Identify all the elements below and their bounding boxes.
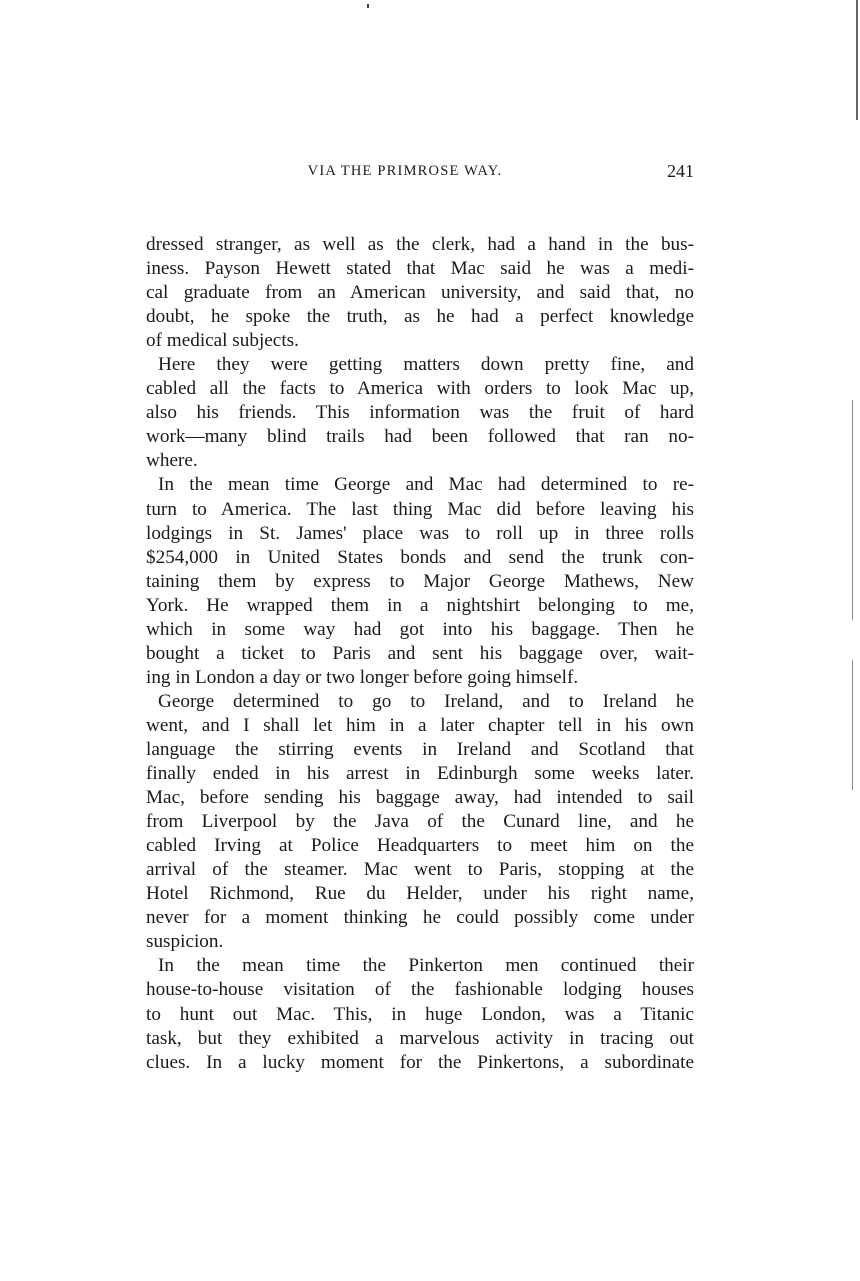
- text-line: language the stirring events in Ireland and Scotland that: [146, 738, 694, 760]
- text-line: In the mean time George and Mac had determined to re-: [158, 474, 694, 496]
- text-line: suspicion.: [146, 931, 224, 953]
- running-title: VIA THE PRIMROSE WAY.: [307, 163, 503, 179]
- text-line: turn to America. The last thing Mac did before leaving his: [146, 498, 694, 520]
- text-line: also his friends. This information was the fruit of hard: [146, 402, 694, 424]
- text-line: clues. In a lucky moment for the Pinkertons, a subordinate: [146, 1051, 694, 1073]
- paragraph: [146, 233, 694, 353]
- text-line: house-to-house visitation of the fashionable lodging houses: [146, 979, 694, 1001]
- page-number: 241: [667, 161, 694, 181]
- text-line: cal graduate from an American university, and said that, no: [146, 282, 694, 304]
- text-line: of medical subjects.: [146, 330, 299, 352]
- scan-edge-mark: [856, 0, 858, 120]
- text-line: dressed stranger, as well as the clerk, had a hand in the bus-: [146, 234, 694, 255]
- scan-speck: [367, 4, 369, 8]
- text-line: In the mean time the Pinkerton men continued their: [158, 955, 694, 977]
- running-header: [146, 163, 694, 187]
- text-line: York. He wrapped them in a nightshirt belonging to me,: [146, 594, 694, 616]
- text-line: to hunt out Mac. This, in huge London, was a Titanic: [146, 1003, 694, 1025]
- text-line: cabled all the facts to America with orders to look Mac up,: [146, 378, 694, 400]
- paragraph: [146, 473, 694, 689]
- paragraph: [146, 954, 694, 1074]
- text-line: finally ended in his arrest in Edinburgh some weeks later.: [146, 763, 694, 785]
- text-line: Here they were getting matters down pretty fine, and: [158, 354, 694, 376]
- text-line: which in some way had got into his baggage. Then he: [146, 618, 694, 640]
- text-line: George determined to go to Ireland, and to Ireland he: [158, 690, 694, 712]
- text-line: iness. Payson Hewett stated that Mac said he was a medi-: [146, 258, 694, 280]
- text-line: Mac, before sending his baggage away, had intended to sail: [146, 787, 694, 809]
- text-line: cabled Irving at Police Headquarters to meet him on the: [146, 835, 694, 857]
- text-line: arrival of the steamer. Mac went to Paris, stopping at the: [146, 859, 694, 881]
- body-text: [146, 233, 694, 1075]
- paragraph: [146, 690, 694, 955]
- text-line: taining them by express to Major George Mathews, New: [146, 570, 694, 592]
- scan-edge-mark: [852, 660, 853, 790]
- text-line: never for a moment thinking he could possibly come under: [146, 907, 694, 929]
- text-line: Hotel Richmond, Rue du Helder, under his right name,: [146, 883, 694, 905]
- text-line: task, but they exhibited a marvelous activity in tracing out: [146, 1027, 694, 1049]
- paragraph: [146, 353, 694, 473]
- text-line: from Liverpool by the Java of the Cunard line, and he: [146, 811, 694, 833]
- text-line: lodgings in St. James' place was to roll up in three rolls: [146, 522, 694, 544]
- scan-edge-mark: [852, 400, 853, 620]
- text-line: $254,000 in United States bonds and send the trunk con-: [146, 546, 694, 568]
- text-line: bought a ticket to Paris and sent his baggage over, wait-: [146, 642, 694, 664]
- text-line: where.: [146, 450, 198, 472]
- text-line: doubt, he spoke the truth, as he had a perfect knowledge: [146, 306, 694, 328]
- text-line: work—many blind trails had been followed that ran no-: [146, 426, 694, 448]
- text-line: ing in London a day or two longer before going himself.: [146, 666, 579, 688]
- text-line: went, and I shall let him in a later chapter tell in his own: [146, 714, 694, 736]
